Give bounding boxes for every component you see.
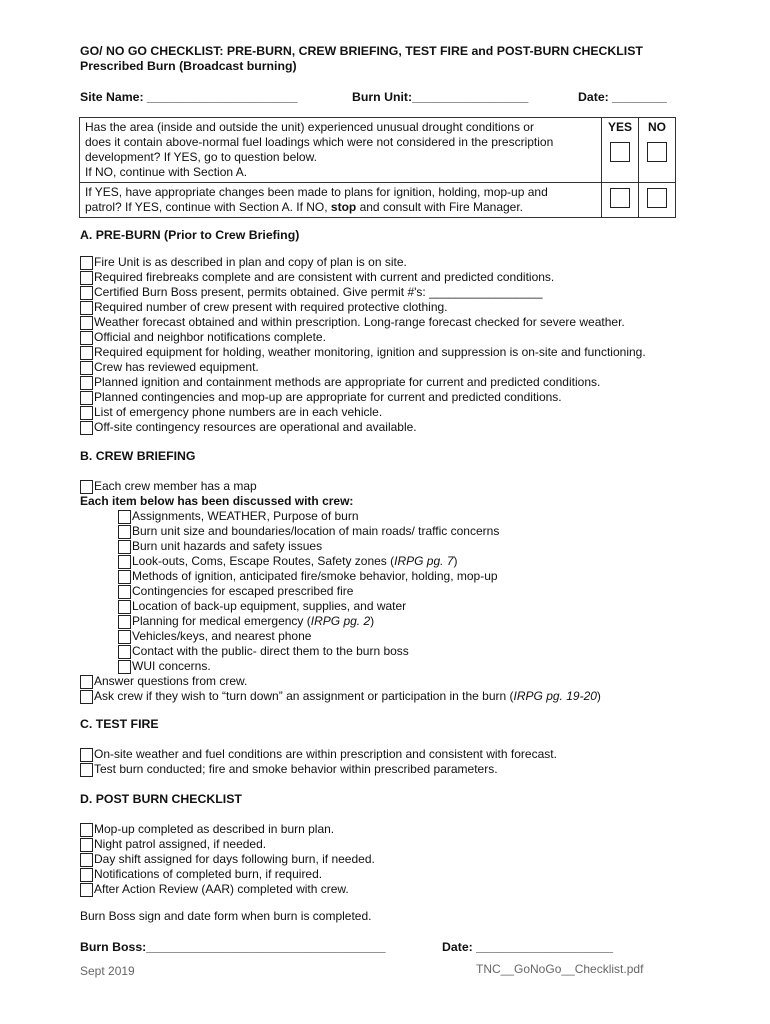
question-2-no-cell [639, 183, 676, 218]
checkbox[interactable] [118, 555, 131, 569]
checkbox[interactable] [118, 540, 131, 554]
sign-note: Burn Boss sign and date form when burn is completed. [80, 909, 372, 923]
burn-boss-signature-field[interactable]: Burn Boss:___________________________________ [80, 940, 386, 954]
checkbox[interactable] [80, 316, 93, 330]
list-item: Official and neighbor notifications complete. [80, 330, 646, 345]
yes-header: YES [607, 120, 632, 134]
list-item: Vehicles/keys, and nearest phone [118, 629, 601, 644]
footer-filename: TNC__GoNoGo__Checklist.pdf [476, 962, 644, 976]
checkbox[interactable] [80, 690, 93, 704]
checkbox[interactable] [118, 615, 131, 629]
checkbox[interactable] [80, 406, 93, 420]
checkbox[interactable] [80, 675, 93, 689]
question-2-text: If YES, have appropriate changes been made to plans for ignition, holding, mop-up and patrol? If YES, continue with Section A. If NO, stop and consult with Fire Manager. [80, 183, 602, 218]
list-item: On-site weather and fuel conditions are within prescription and consistent with forecast. [80, 747, 557, 762]
checkbox[interactable] [80, 391, 93, 405]
section-c-heading: C. TEST FIRE [80, 717, 159, 731]
section-c-list [80, 747, 557, 777]
question-2-no-checkbox[interactable] [647, 188, 667, 208]
section-d-heading: D. POST BURN CHECKLIST [80, 792, 242, 806]
burn-unit-field[interactable]: Burn Unit:_________________ [352, 90, 529, 104]
section-b-list [80, 479, 601, 704]
checkbox[interactable] [80, 301, 93, 315]
question-row-2 [80, 183, 676, 218]
question-1-text: Has the area (inside and outside the unit) experienced unusual drought conditions or does it contain above-normal fuel loadings which were not considered in the prescription development? If YES, go to question below. If NO, continue with Section A. [80, 118, 602, 183]
list-item: Weather forecast obtained and within prescription. Long-range forecast checked for severe weather. [80, 315, 646, 330]
list-item: Burn unit hazards and safety issues [118, 539, 601, 554]
checkbox[interactable] [80, 823, 93, 837]
section-d-list [80, 822, 375, 897]
list-item: Required equipment for holding, weather monitoring, ignition and suppression is on-site and functioning. [80, 345, 646, 360]
checkbox[interactable] [118, 570, 131, 584]
question-1-no-cell [639, 118, 676, 183]
list-item: Contact with the public- direct them to the burn boss [118, 644, 601, 659]
discussed-sublist [80, 509, 601, 674]
question-1-yes-checkbox[interactable] [610, 142, 630, 162]
list-item: Contingencies for escaped prescribed fire [118, 584, 601, 599]
list-item: Answer questions from crew. [80, 674, 601, 689]
checkbox[interactable] [80, 331, 93, 345]
checkbox[interactable] [118, 630, 131, 644]
list-item: Day shift assigned for days following burn, if needed. [80, 852, 375, 867]
question-1-yes-cell [602, 118, 639, 183]
checkbox[interactable] [80, 286, 93, 300]
discussed-heading: Each item below has been discussed with crew: [80, 494, 354, 508]
list-item: Required number of crew present with required protective clothing. [80, 300, 646, 315]
checkbox[interactable] [80, 346, 93, 360]
checkbox[interactable] [118, 510, 131, 524]
site-name-field[interactable]: Site Name: ______________________ [80, 90, 298, 104]
list-item: Night patrol assigned, if needed. [80, 837, 375, 852]
list-item: Mop-up completed as described in burn plan. [80, 822, 375, 837]
checkbox[interactable] [118, 645, 131, 659]
list-item: List of emergency phone numbers are in each vehicle. [80, 405, 646, 420]
checkbox[interactable] [118, 660, 131, 674]
checkbox[interactable] [80, 480, 93, 494]
checklist-subtitle: Prescribed Burn (Broadcast burning) [80, 59, 297, 73]
checkbox[interactable] [80, 271, 93, 285]
list-item: Ask crew if they wish to “turn down” an assignment or participation in the burn ( IRPG pg. 19-20 ) [80, 689, 601, 704]
list-item: Methods of ignition, anticipated fire/smoke behavior, holding, mop-up [118, 569, 601, 584]
list-item: Look-outs, Coms, Escape Routes, Safety zones ( IRPG pg. 7 ) [118, 554, 601, 569]
question-row-1 [80, 118, 676, 183]
list-item: Location of back-up equipment, supplies, and water [118, 599, 601, 614]
question-2-yes-checkbox[interactable] [610, 188, 630, 208]
footer-date: Sept 2019 [80, 964, 135, 978]
checkbox[interactable] [118, 585, 131, 599]
checkbox[interactable] [80, 748, 93, 762]
document-title [80, 44, 643, 74]
drought-question-table [79, 117, 676, 218]
list-item: Required firebreaks complete and are consistent with current and predicted conditions. [80, 270, 646, 285]
list-item: Fire Unit is as described in plan and copy of plan is on site. [80, 255, 646, 270]
list-item: Certified Burn Boss present, permits obtained. Give permit #'s: _________________ [80, 285, 646, 300]
list-item: Planned ignition and containment methods are appropriate for current and predicted conditions. [80, 375, 646, 390]
checkbox[interactable] [118, 600, 131, 614]
no-header: NO [648, 120, 666, 134]
list-item: After Action Review (AAR) completed with crew. [80, 882, 375, 897]
list-item: Planned contingencies and mop-up are appropriate for current and predicted conditions. [80, 390, 646, 405]
checkbox[interactable] [80, 883, 93, 897]
checkbox[interactable] [80, 853, 93, 867]
list-item: Crew has reviewed equipment. [80, 360, 646, 375]
checkbox[interactable] [80, 838, 93, 852]
question-2-yes-cell [602, 183, 639, 218]
list-item: Planning for medical emergency ( IRPG pg. 2 ) [118, 614, 601, 629]
section-a-heading: A. PRE-BURN (Prior to Crew Briefing) [80, 228, 300, 242]
list-item: Off-site contingency resources are operational and available. [80, 420, 646, 435]
list-item: Burn unit size and boundaries/location of main roads/ traffic concerns [118, 524, 601, 539]
list-item: Assignments, WEATHER, Purpose of burn [118, 509, 601, 524]
section-a-list [80, 255, 646, 435]
question-1-no-checkbox[interactable] [647, 142, 667, 162]
checkbox[interactable] [80, 763, 93, 777]
list-item: Notifications of completed burn, if required. [80, 867, 375, 882]
section-b-heading: B. CREW BRIEFING [80, 449, 196, 463]
checkbox[interactable] [80, 361, 93, 375]
list-item: Each crew member has a map [80, 479, 601, 494]
list-item: WUI concerns. [118, 659, 601, 674]
checkbox[interactable] [80, 421, 93, 435]
checkbox[interactable] [80, 868, 93, 882]
list-item: Test burn conducted; fire and smoke behavior within prescribed parameters. [80, 762, 557, 777]
checklist-title: GO/ NO GO CHECKLIST: PRE-BURN, CREW BRIEFING, TEST FIRE and POST-BURN CHECKLIST [80, 44, 643, 58]
checkbox[interactable] [80, 256, 93, 270]
signature-date-field[interactable]: Date: ____________________ [442, 940, 613, 954]
date-field[interactable]: Date: ________ [578, 90, 667, 104]
checkbox[interactable] [118, 525, 131, 539]
checkbox[interactable] [80, 376, 93, 390]
